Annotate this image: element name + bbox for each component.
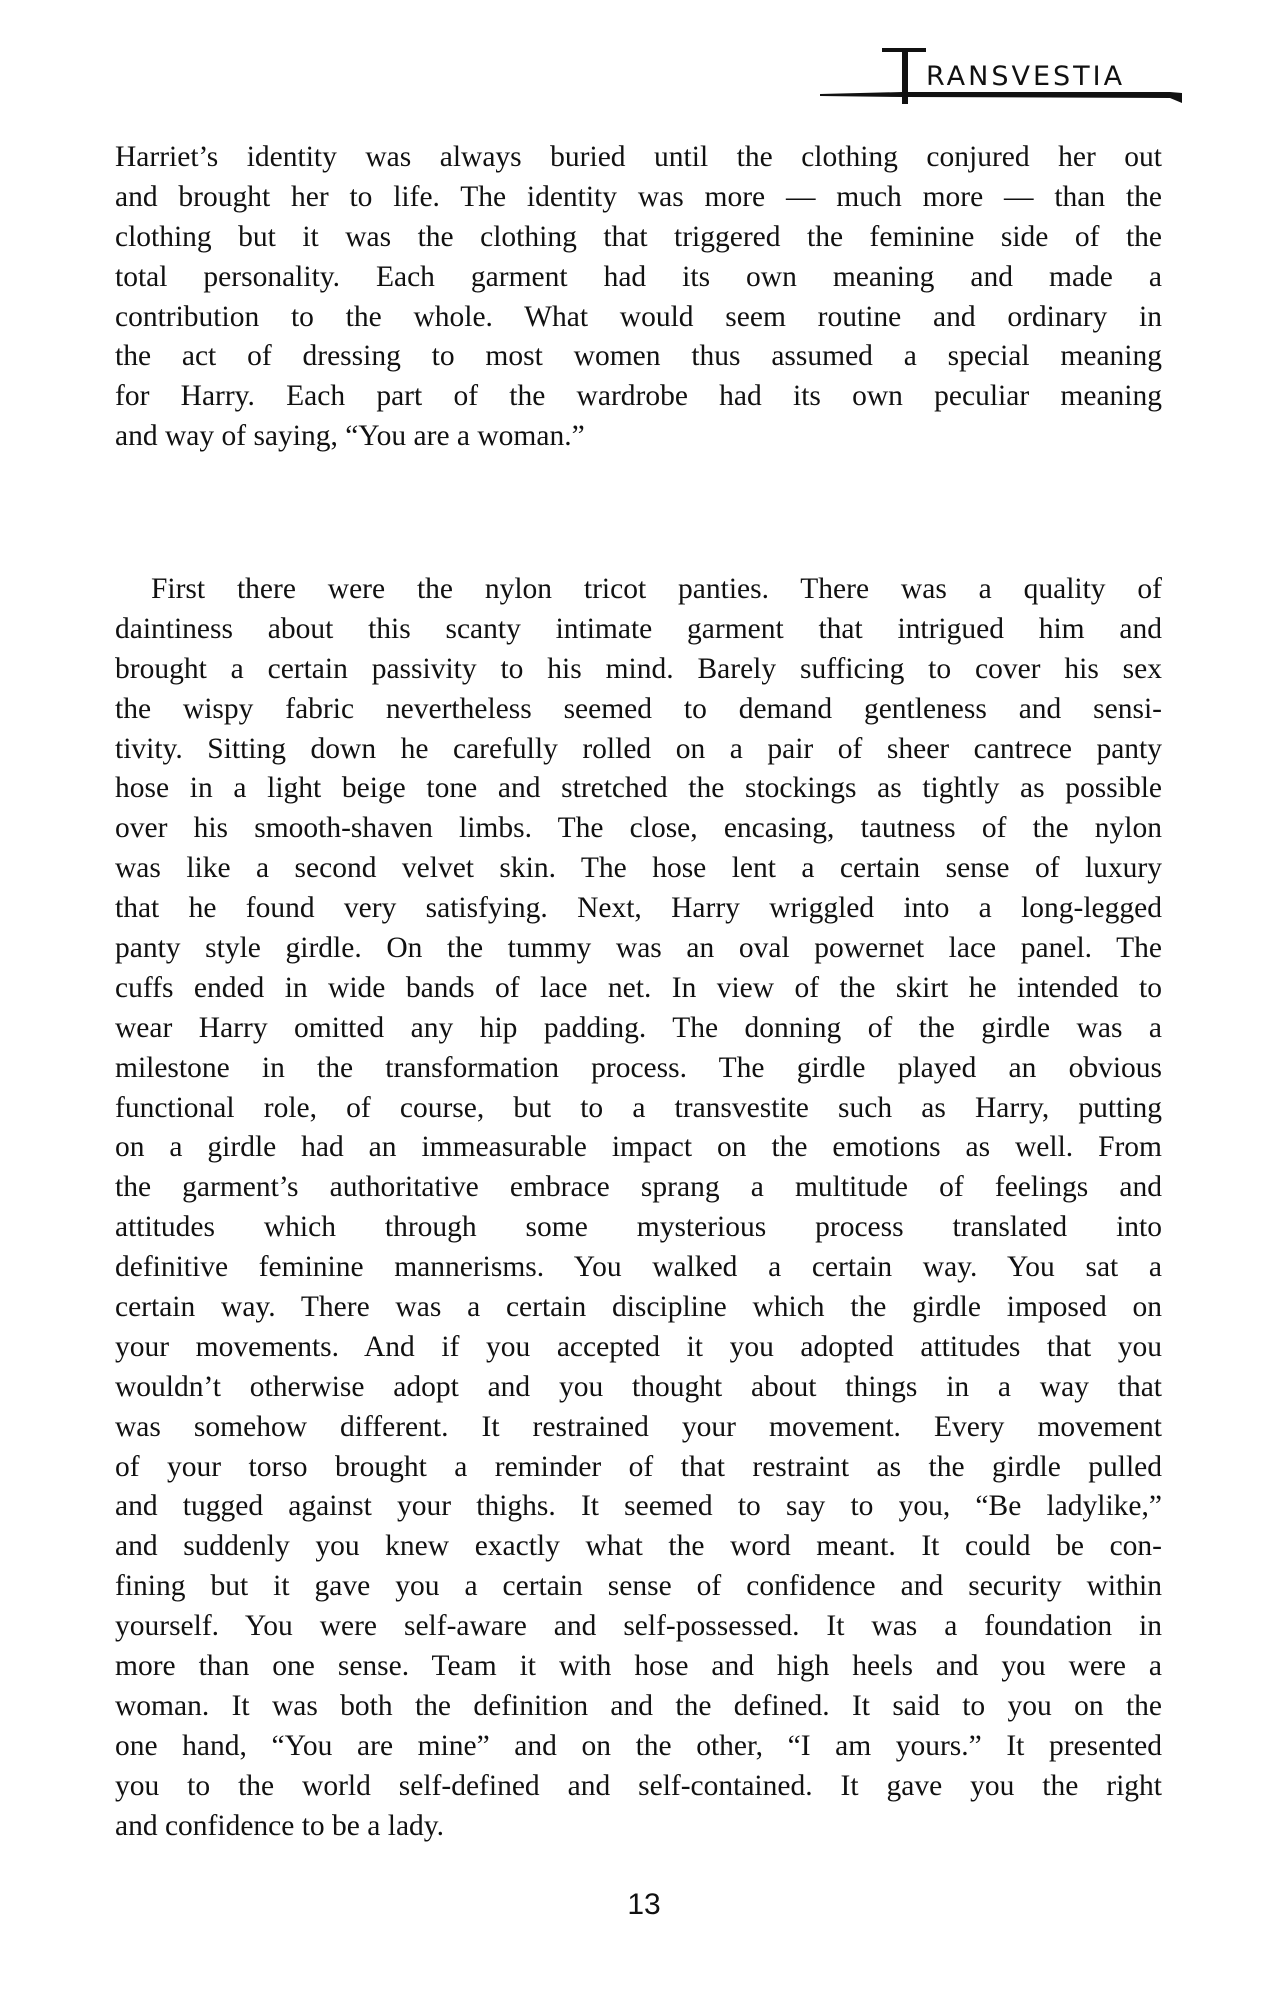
text-line: your movements. And if you accepted it you adopted attitudes that you bbox=[115, 1330, 1162, 1363]
text-line: that he found very satisfying. Next, Harry wriggled into a long-legged bbox=[115, 892, 1162, 925]
text-line: attitudes which through some mysterious process translated into bbox=[115, 1211, 1162, 1244]
text-line: tivity. Sitting down he carefully rolled on a pair of sheer cantrece panty bbox=[115, 732, 1162, 765]
text-line: panty style girdle. On the tummy was an oval powernet lace panel. The bbox=[115, 932, 1162, 965]
text-line: of your torso brought a reminder of that restraint as the girdle pulled bbox=[115, 1450, 1162, 1483]
text-line: wouldn’t otherwise adopt and you thought about things in a way that bbox=[115, 1370, 1162, 1403]
text-line: and suddenly you knew exactly what the word meant. It could be con- bbox=[115, 1530, 1162, 1563]
text-line: contribution to the whole. What would seem routine and ordinary in bbox=[115, 300, 1162, 333]
text-line: milestone in the transformation process. The girdle played an obvious bbox=[115, 1051, 1162, 1084]
text-line: was like a second velvet skin. The hose lent a certain sense of luxury bbox=[115, 852, 1162, 885]
text-line: hose in a light beige tone and stretched the stockings as tightly as possible bbox=[115, 772, 1162, 805]
text-line: on a girdle had an immeasurable impact on the emotions as well. From bbox=[115, 1131, 1162, 1164]
text-line: and brought her to life. The identity was more — much more — than the bbox=[115, 180, 1162, 213]
masthead-title: RANSVESTIA bbox=[926, 61, 1126, 92]
paragraph-1 bbox=[115, 138, 1162, 457]
text-line: wear Harry omitted any hip padding. The donning of the girdle was a bbox=[115, 1011, 1162, 1044]
paragraph-2 bbox=[115, 570, 1162, 1847]
text-line: the act of dressing to most women thus assumed a special meaning bbox=[115, 340, 1162, 373]
text-line: more than one sense. Team it with hose and high heels and you were a bbox=[115, 1650, 1162, 1683]
text-line: daintiness about this scanty intimate garment that intrigued him and bbox=[115, 612, 1162, 645]
text-line: for Harry. Each part of the wardrobe had its own peculiar meaning bbox=[115, 380, 1162, 413]
text-line: total personality. Each garment had its own meaning and made a bbox=[115, 260, 1162, 293]
text-line: and tugged against your thighs. It seemed to say to you, “Be ladylike,” bbox=[115, 1490, 1162, 1523]
text-line: functional role, of course, but to a transvestite such as Harry, putting bbox=[115, 1091, 1162, 1124]
text-line: yourself. You were self-aware and self-possessed. It was a foundation in bbox=[115, 1610, 1162, 1643]
text-line: you to the world self-defined and self-contained. It gave you the right bbox=[115, 1769, 1162, 1802]
text-line: one hand, “You are mine” and on the other, “I am yours.” It presented bbox=[115, 1729, 1162, 1762]
text-line: Harriet’s identity was always buried until the clothing conjured her out bbox=[115, 141, 1162, 173]
text-line: certain way. There was a certain discipline which the girdle imposed on bbox=[115, 1291, 1162, 1324]
masthead bbox=[820, 48, 1182, 108]
text-line: and confidence to be a lady. bbox=[115, 1809, 444, 1842]
text-line: was somehow different. It restrained your movement. Every movement bbox=[115, 1410, 1162, 1443]
text-line: cuffs ended in wide bands of lace net. In view of the skirt he intended to bbox=[115, 971, 1162, 1004]
text-line: brought a certain passivity to his mind. Barely sufficing to cover his sex bbox=[115, 652, 1162, 685]
text-line: the wispy fabric nevertheless seemed to demand gentleness and sensi- bbox=[115, 692, 1162, 725]
text-line: First there were the nylon tricot panties. There was a quality of bbox=[151, 573, 1162, 605]
text-line: and way of saying, “You are a woman.” bbox=[115, 420, 585, 453]
text-line: fining but it gave you a certain sense of confidence and security within bbox=[115, 1570, 1162, 1603]
text-line: the garment’s authoritative embrace sprang a multitude of feelings and bbox=[115, 1171, 1162, 1204]
text-line: clothing but it was the clothing that triggered the feminine side of the bbox=[115, 220, 1162, 253]
page-number: 13 bbox=[627, 1888, 661, 1921]
text-line: over his smooth-shaven limbs. The close, encasing, tautness of the nylon bbox=[115, 812, 1162, 845]
text-line: woman. It was both the definition and the defined. It said to you on the bbox=[115, 1689, 1162, 1722]
text-line: definitive feminine mannerisms. You walked a certain way. You sat a bbox=[115, 1251, 1162, 1284]
